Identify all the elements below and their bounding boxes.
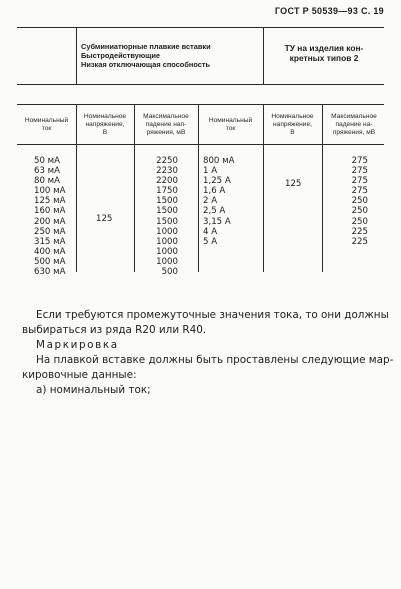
table-cell: 1 А xyxy=(203,166,218,177)
running-head: ГОСТ Р 50539—93 С. 19 xyxy=(274,6,384,16)
table-cell: 250 мА xyxy=(34,226,66,237)
marking-item-a: а) номинальный ток; xyxy=(36,384,151,396)
table-cell: 200 мА xyxy=(34,216,66,227)
table-cell: 250 xyxy=(351,206,368,217)
marking-paragraph: На плавкой вставке должны быть проставлены следующие мар- кировочные данные: xyxy=(22,354,394,382)
right-current-column xyxy=(203,156,235,247)
col-header-drop-2: Максимальное падение на- пряжения, мВ xyxy=(331,113,377,136)
table-cell: 275 xyxy=(351,166,368,177)
intermediate-values-paragraph: Если требуются промежуточные значения тока, то они должны выбираться из ряда R20 или R40. xyxy=(22,309,389,337)
col-header-voltage: Номинальное напряжение, В xyxy=(83,113,127,136)
table-cell: 1500 xyxy=(156,206,178,217)
table-cell: 2200 xyxy=(156,176,178,187)
table-cell: 1000 xyxy=(156,256,178,267)
table-cell: 1,6 А xyxy=(203,186,226,197)
table-cell: 225 xyxy=(351,226,368,237)
table-cell: 100 мА xyxy=(34,186,66,197)
table-cell: 63 мА xyxy=(34,166,61,177)
product-line-1: Субминиатюрные плавкие вставки xyxy=(81,42,211,51)
table-cell: 2230 xyxy=(156,166,178,177)
table-cell: 50 мА xyxy=(34,156,61,166)
marking-heading: Маркировка xyxy=(36,339,119,351)
product-line-3: Низкая отключающая способность xyxy=(81,60,211,69)
table-cell: 275 xyxy=(351,186,368,197)
col-header-current: Номинальный ток xyxy=(24,117,69,132)
table-cell: 275 xyxy=(351,156,368,166)
table-cell: 3,15 А xyxy=(203,216,231,227)
table-cell: 2250 xyxy=(156,156,178,166)
table-cell: 500 мА xyxy=(34,256,66,267)
col-header-current-2: Номинальный ток xyxy=(208,117,253,132)
table-cell: 500 xyxy=(161,267,178,278)
table-cell: 1500 xyxy=(156,216,178,227)
table-cell: 275 xyxy=(351,176,368,187)
right-voltage-value: 125 xyxy=(285,179,302,189)
table-cell: 400 мА xyxy=(34,246,66,257)
table-cell: 2,5 А xyxy=(203,206,226,217)
col-header-voltage-2: Номинальное напряжение, В xyxy=(271,113,314,136)
col-header-drop: Максимальное падение нап- ряжения, мВ xyxy=(143,113,189,136)
specification-note xyxy=(268,43,380,63)
table-cell: 225 xyxy=(351,236,368,247)
table-cell: 2 А xyxy=(203,196,218,207)
table-cell: 1000 xyxy=(156,246,178,257)
left-current-column xyxy=(34,156,66,277)
table-cell: 250 xyxy=(351,196,368,207)
table-cell: 4 А xyxy=(203,226,218,237)
table-cell: 80 мА xyxy=(34,176,61,187)
spec-line-2: кретных типов 2 xyxy=(289,53,359,63)
left-drop-column xyxy=(140,156,178,277)
table-cell: 1750 xyxy=(156,186,178,197)
table-cell: 250 xyxy=(351,216,368,227)
table-cell: 1,25 А xyxy=(203,176,231,187)
left-voltage-value: 125 xyxy=(96,214,113,224)
table-cell: 1000 xyxy=(156,236,178,247)
table-cell: 315 мА xyxy=(34,236,66,247)
table-cell: 5 А xyxy=(203,236,218,247)
table-cell: 630 мА xyxy=(34,267,66,278)
table-cell: 125 мА xyxy=(34,196,66,207)
table-cell: 1000 xyxy=(156,226,178,237)
product-description xyxy=(81,42,211,69)
table-cell: 160 мА xyxy=(34,206,66,217)
spec-line-1: ТУ на изделия кон- xyxy=(284,43,364,53)
table-cell: 1500 xyxy=(156,196,178,207)
product-line-2: Быстродействующие xyxy=(81,51,161,60)
table-cell: 800 мА xyxy=(203,156,235,166)
right-drop-column xyxy=(334,156,368,247)
